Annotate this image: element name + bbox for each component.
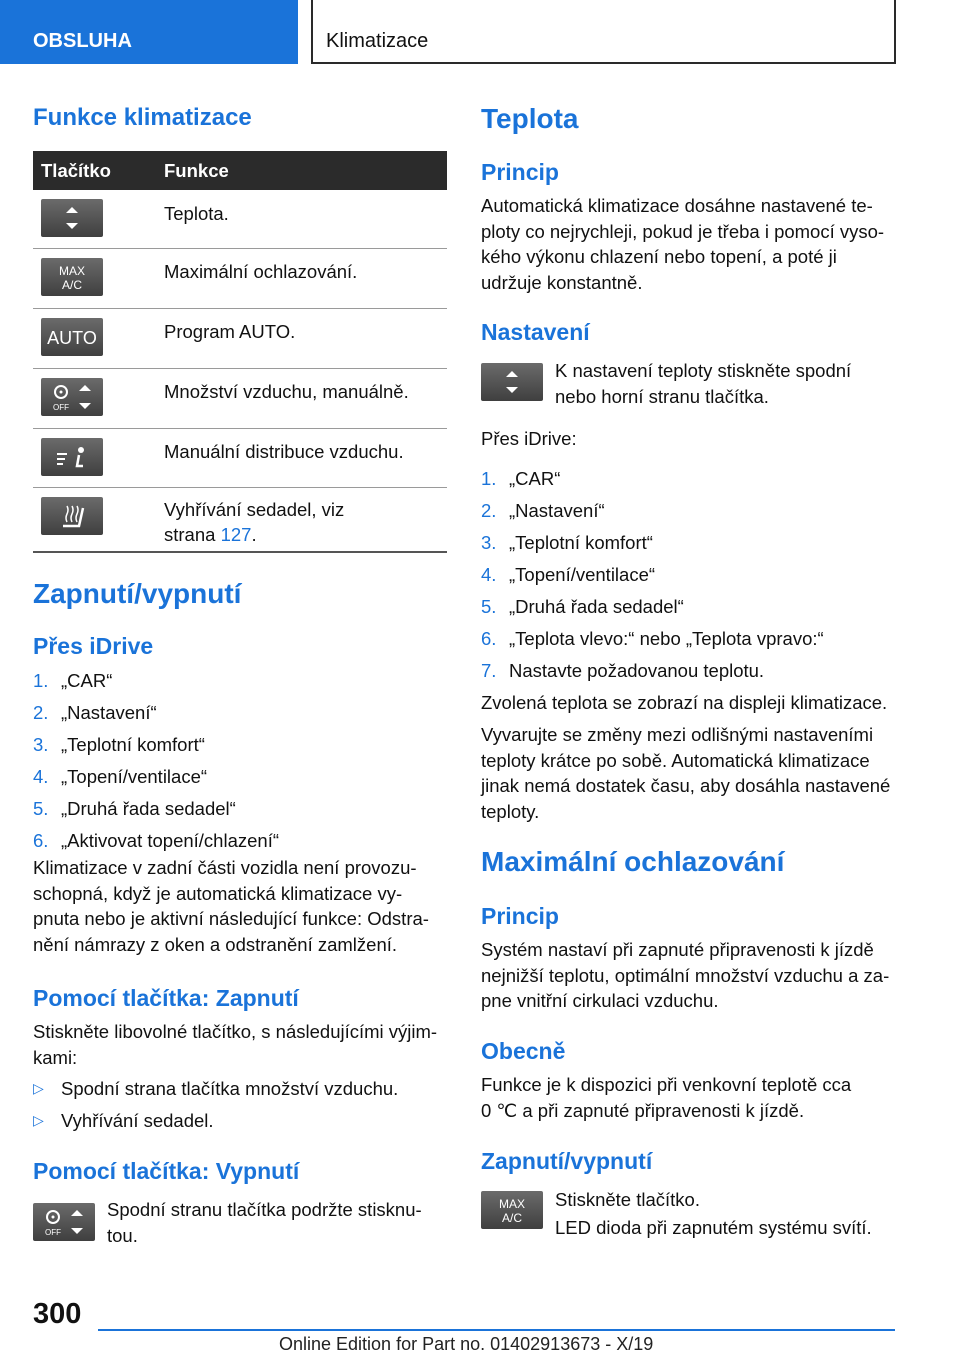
list-item: [481, 658, 895, 690]
table-row: [33, 309, 447, 369]
step-text: „Teplota vlevo:“ nebo „Teplota vpravo:“: [509, 628, 824, 649]
note-line: schopná, když je automatická klimatizace vy-: [33, 882, 403, 904]
text-line: Systém nastaví při zapnuté připravenosti k jízdě: [481, 939, 874, 960]
text-line: kami:: [33, 1046, 78, 1068]
step-text: „Teplotní komfort“: [61, 734, 205, 755]
list-item: [481, 498, 895, 530]
idrive-note: [33, 855, 453, 957]
svg-text:MAX: MAX: [498, 1197, 526, 1211]
list-item: [481, 530, 895, 562]
setting-title: Nastavení: [481, 319, 590, 345]
table-header-button: Tlačítko: [41, 160, 111, 181]
fan-button-icon: [33, 1203, 95, 1241]
auto-button-icon: [41, 318, 103, 356]
step-number: 6.: [33, 830, 49, 851]
max-cooling-title: Maximální ochlazování: [481, 846, 785, 877]
idrive-steps-list: [33, 668, 447, 860]
table-row: [33, 369, 447, 429]
text-line: Funkce je k dispozici při venkovní teplotě cca: [481, 1074, 852, 1095]
seat-heating-button-icon: [41, 497, 103, 535]
svg-text:AUTO: AUTO: [47, 328, 97, 348]
list-item: [33, 796, 447, 828]
triangle-bullet-icon: ▷: [33, 1080, 44, 1096]
air-distribution-button-icon: [41, 438, 103, 476]
step-text: „Druhá řada sedadel“: [509, 596, 684, 617]
list-item: [481, 562, 895, 594]
button-off-text: [107, 1197, 452, 1248]
triangle-bullet-icon: ▷: [33, 1112, 44, 1128]
function-text: Manuální distribuce vzduchu.: [164, 441, 404, 462]
general-title: Obecně: [481, 1038, 566, 1064]
text-line: pne vnitřní cirkulaci vzduchu.: [481, 990, 719, 1011]
principle-title: Princip: [481, 159, 559, 185]
max-ac-button-icon: [41, 258, 103, 296]
button-on-list: [33, 1076, 447, 1140]
text-line: Spodní stranu tlačítka podržte stisknu-: [107, 1199, 422, 1220]
text-line: tou.: [107, 1224, 138, 1246]
temperature-title: Teplota: [481, 103, 579, 134]
temperature-steps-list: [481, 466, 895, 690]
list-item: [33, 1076, 447, 1108]
list-item: [481, 594, 895, 626]
svg-text:A/C: A/C: [501, 1211, 523, 1225]
text-line: jinak nemá dostatek času, aby dosáhla nastavené: [481, 775, 891, 796]
button-on-title: Pomocí tlačítka: Zapnutí: [33, 985, 299, 1011]
text-line: teploty krátce po sobě. Automatická klimatizace: [481, 749, 870, 771]
svg-text:OFF: OFF: [45, 1228, 61, 1237]
step-text: „CAR“: [61, 670, 113, 691]
max-ac-button-icon: [481, 1191, 543, 1229]
note-line: pnuta nebo je aktivní následující funkce: Odstra-: [33, 908, 429, 929]
svg-text:A/C: A/C: [61, 278, 83, 292]
list-item: [481, 466, 895, 498]
function-text: Program AUTO.: [164, 321, 296, 342]
step-number: 3.: [33, 734, 49, 755]
onoff-title: Zapnutí/vypnutí: [33, 578, 242, 609]
function-text: Maximální ochlazování.: [164, 261, 358, 282]
max-cooling-onoff-text: [555, 1187, 895, 1240]
section-tab: [0, 0, 298, 64]
svg-text:MAX: MAX: [58, 264, 86, 278]
text-line: K nastavení teploty stiskněte spodní: [555, 360, 852, 381]
step-number: 3.: [481, 532, 497, 553]
chapter-title: Klimatizace: [326, 30, 429, 52]
principle-text: [481, 193, 901, 295]
svg-text:OFF: OFF: [53, 403, 69, 412]
max-cooling-onoff-title: Zapnutí/vypnutí: [481, 1148, 653, 1174]
list-item: [33, 764, 447, 796]
step-number: 4.: [481, 564, 497, 585]
step-number: 1.: [481, 468, 497, 489]
via-idrive-text: Přes iDrive:: [481, 428, 577, 449]
function-text-part: strana: [164, 524, 221, 545]
table-row: [33, 488, 447, 553]
max-cooling-principle-title: Princip: [481, 903, 559, 929]
text-line: nejnižší teplotu, optimální množství vzduchu a za-: [481, 964, 890, 986]
list-item: [481, 626, 895, 658]
step-number: 5.: [33, 798, 49, 819]
text-line: teploty.: [481, 800, 540, 822]
function-text: [164, 497, 344, 547]
text-line: Stiskněte libovolné tlačítko, s následujícími výjim-: [33, 1021, 438, 1042]
text-line: Stiskněte tlačítko.: [555, 1189, 700, 1210]
list-item: [33, 732, 447, 764]
step-number: 2.: [33, 702, 49, 723]
table-title: Funkce klimatizace: [33, 104, 252, 131]
function-text-line: Vyhřívání sedadel, viz: [164, 499, 345, 520]
footer-divider: [98, 1329, 895, 1331]
step-number: 2.: [481, 500, 497, 521]
step-text: „Nastavení“: [509, 500, 605, 521]
table-header-function: Funkce: [164, 160, 229, 181]
text-line: 0 ℃ a při zapnuté připravenosti k jízdě.: [481, 1099, 805, 1121]
step-number: 6.: [481, 628, 497, 649]
step-number: 5.: [481, 596, 497, 617]
note-line: Klimatizace v zadní části vozidla není provozu-: [33, 857, 417, 878]
text-line: udržuje konstantně.: [481, 271, 643, 293]
step-number: 4.: [33, 766, 49, 787]
step-text: „Topení/ventilace“: [509, 564, 656, 585]
text-line: Automatická klimatizace dosáhne nastavené te-: [481, 195, 873, 216]
table-row: [33, 249, 447, 309]
list-item: [33, 700, 447, 732]
table-row: [33, 190, 447, 249]
idrive-title: Přes iDrive: [33, 633, 154, 659]
item-text: Vyhřívání sedadel.: [61, 1110, 214, 1131]
text-line: nebo horní stranu tlačítka.: [555, 385, 769, 407]
table-header: [33, 151, 447, 190]
section-title: OBSLUHA: [33, 30, 132, 52]
list-item: [33, 668, 447, 700]
chapter-tab: [311, 0, 896, 64]
max-cooling-principle-text: [481, 937, 901, 1014]
temperature-button-icon: [481, 363, 543, 401]
text-line: kého výkonu chlazení nebo topení, a poté ji: [481, 246, 837, 267]
text-line: ploty co nejrychleji, pokud je třeba i pomocí vyso-: [481, 220, 885, 242]
page-number: 300: [33, 1298, 82, 1330]
list-item: [33, 1108, 447, 1140]
selected-temperature-text: Zvolená teplota se zobrazí na displeji klimatizace.: [481, 692, 888, 713]
step-text: „Teplotní komfort“: [509, 532, 653, 553]
button-off-title: Pomocí tlačítka: Vypnutí: [33, 1158, 300, 1184]
avoid-text: [481, 722, 901, 824]
text-line: LED dioda při zapnutém systému svítí.: [555, 1216, 872, 1238]
text-line: Vyvarujte se změny mezi odlišnými nastaveními: [481, 724, 874, 745]
step-number: 1.: [33, 670, 49, 691]
item-text: Spodní strana tlačítka množství vzduchu.: [61, 1078, 399, 1099]
page-reference-link[interactable]: 127: [220, 524, 252, 545]
setting-text: [555, 358, 895, 409]
fan-button-icon: [41, 378, 103, 416]
temperature-button-icon: [41, 199, 103, 237]
function-text: Teplota.: [164, 203, 229, 224]
note-line: nění námrazy z oken a odstranění zamlžení.: [33, 933, 398, 955]
function-text-end: .: [251, 524, 257, 545]
edition-text: Online Edition for Part no. 01402913673 - X/19: [279, 1334, 654, 1354]
step-text: Nastavte požadovanou teplotu.: [509, 660, 765, 681]
function-text-line: [164, 522, 344, 547]
step-text: „Aktivovat topení/chlazení“: [61, 830, 279, 851]
step-text: „Druhá řada sedadel“: [61, 798, 236, 819]
step-number: 7.: [481, 660, 497, 681]
table-row: [33, 429, 447, 488]
button-on-text: [33, 1019, 453, 1070]
step-text: „Nastavení“: [61, 702, 157, 723]
general-text: [481, 1072, 901, 1123]
functions-table: [33, 151, 447, 553]
step-text: „CAR“: [509, 468, 561, 489]
function-text: Množství vzduchu, manuálně.: [164, 381, 409, 402]
step-text: „Topení/ventilace“: [61, 766, 208, 787]
